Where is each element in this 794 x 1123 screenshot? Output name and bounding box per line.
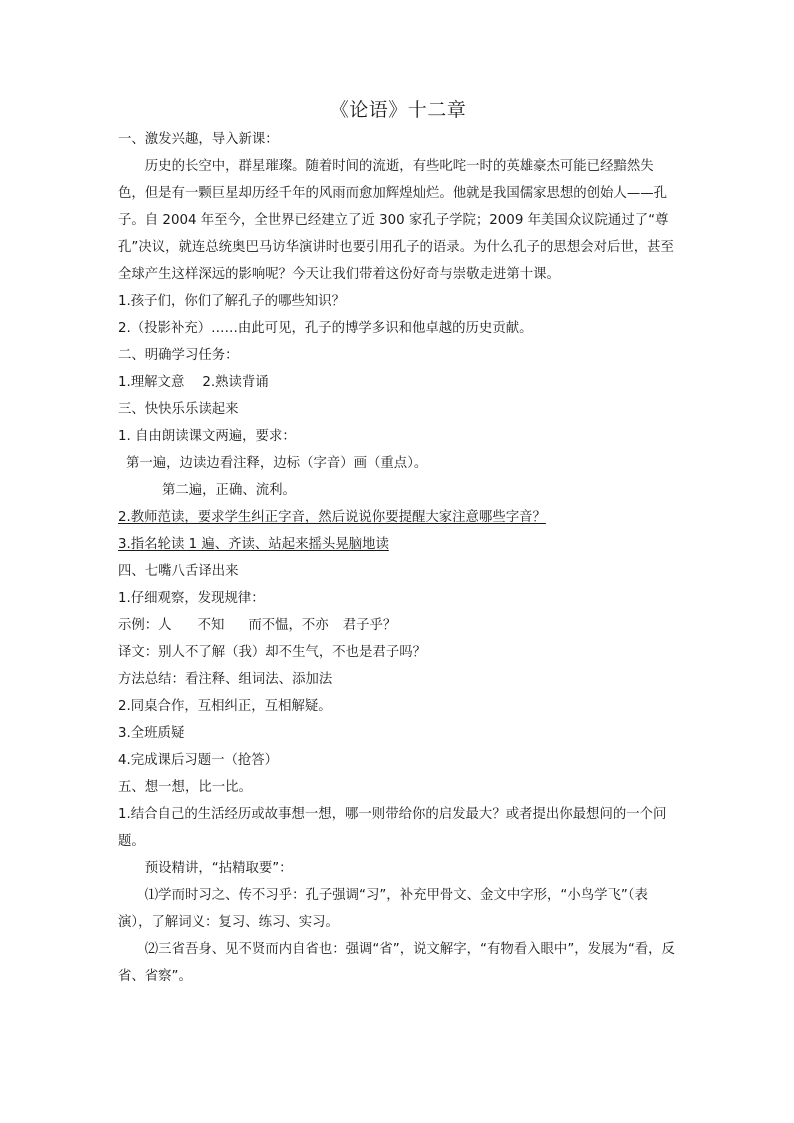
translation-line: 译文：别人不了解（我）却不生气，不也是君子吗？ [118, 645, 426, 660]
translate-item-1: 1.仔细观察，发现规律： [118, 591, 265, 606]
reading-item-3: 3.指名轮读 1 遍、齐读、站起来摇头晃脑地读 [118, 537, 389, 552]
translate-item-3: 3.全班质疑 [118, 726, 185, 741]
first-reading: 第一遍，边读边看注释，边标（字音）画（重点）。 [126, 456, 428, 471]
example-part-1: 人 [158, 618, 172, 633]
question-2: 2.（投影补充）……由此可见，孔子的博学多识和他卓越的历史贡献。 [118, 321, 533, 336]
example-part-2: 不知 [197, 618, 225, 633]
example-part-3: 而不愠，不亦 [248, 618, 329, 633]
section-4-heading: 四、七嘴八舌译出来 [118, 564, 239, 579]
task-2: 2.熟读背诵 [202, 375, 269, 390]
second-reading: 第二遍，正确、流利。 [162, 483, 296, 498]
reading-item-1: 1. 自由朗读课文两遍，要求： [118, 429, 296, 444]
preset-intro: 预设精讲，“拈精取要”： [144, 861, 293, 876]
section-2-heading: 二、明确学习任务： [118, 348, 239, 363]
task-list [118, 369, 678, 396]
section-5-heading: 五、想一想，比一比。 [118, 780, 252, 795]
document-title: 《论语》十二章 [329, 99, 467, 121]
example-line [118, 612, 678, 639]
section-3-heading: 三、快快乐乐读起来 [118, 402, 239, 417]
document-page [118, 96, 678, 990]
preset-point-1: ⑴学而时习之、传不习乎：孔子强调“习”，补充甲骨文、金文中字形，“小鸟学飞”（表演），了解词义：复习、练习、实习。 [118, 888, 648, 930]
task-1: 1.理解文意 [118, 375, 185, 390]
section-1-heading: 一、激发兴趣，导入新课： [118, 132, 279, 147]
think-item-1: 1.结合自己的生活经历或故事想一想，哪一则带给你的启发最大？或者提出你最想问的一个问题。 [118, 807, 667, 849]
example-part-4: 君子乎？ [342, 618, 397, 633]
question-1: 1.孩子们，你们了解孔子的哪些知识？ [118, 294, 346, 309]
translate-item-2: 2.同桌合作，互相纠正，互相解疑。 [118, 699, 332, 714]
example-label: 示例： [118, 618, 159, 633]
translate-item-4: 4.完成课后习题一（抢答） [118, 753, 279, 768]
reading-item-2: 2.教师范读，要求学生纠正字音，然后说说你要提醒大家注意哪些字音？ [118, 510, 546, 525]
method-summary: 方法总结：看注释、组词法、添加法 [118, 672, 333, 687]
preset-point-2: ⑵三省吾身、见不贤而内自省也：强调“省”，说文解字，“有物看入眼中”，发展为“看，反省、省察”。 [118, 942, 675, 984]
intro-paragraph: 历史的长空中，群星璀璨。随着时间的流逝，有些叱咤一时的英雄豪杰可能已经黯然失色，但是有一颗巨星却历经千年的风雨而愈加辉煌灿烂。他就是我国儒家思想的创始人——孔子。自 2004 年至今，全世界已经建立了近 300 家孔子学院；2009 年美国众议院通过了“尊孔”决议，就连总统奥巴马访华演讲时也要引用孔子的语录。为什么孔子的思想会对后世，甚至全球产生这样深远的影响呢？今天让我们带着这份好奇与崇敬走进第十课。 [118, 159, 674, 282]
